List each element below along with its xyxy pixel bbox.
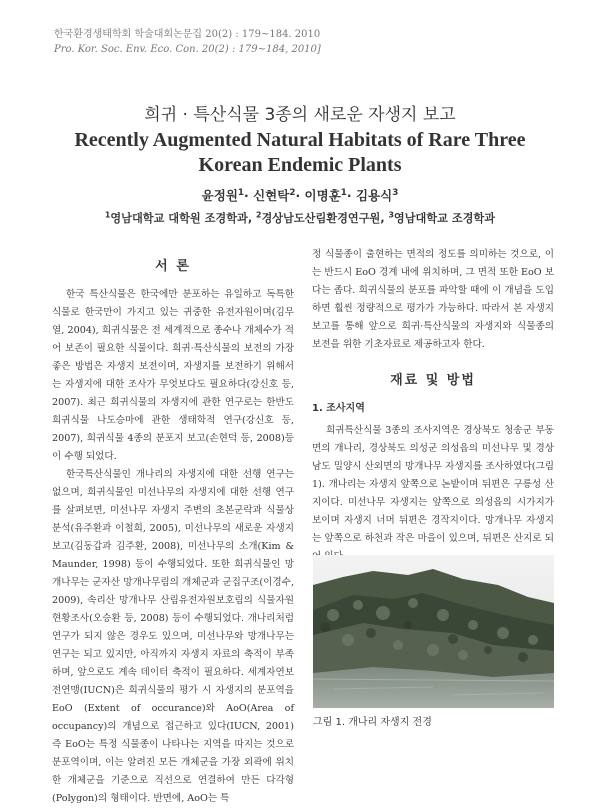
author: 이명훈$^1$ [304,187,347,203]
intro-heading: 서 론 [155,259,191,274]
title-korean: 희귀 · 특산식물 3종의 새로운 자생지 보고 [144,105,456,125]
affiliation: $^3$영남대학교 조경학과 [388,210,496,225]
journal-citation [54,27,321,57]
right-column [312,246,554,566]
journal-citation-korean: 한국환경생태학회 학술대회논문집 20(2) : 179~184. 2010 [54,29,321,40]
habitat-photo [313,555,554,708]
author: 윤정원$^1$ [201,187,244,203]
intro-paragraph-2: 한국특산식물인 개나리의 자생지에 대한 선행 연구는 없으며, 희귀식물인 미선나무의 자생지에 대한 선행 연구를 살펴보면, 미선나무 자생지 주변의 초본군락과 식물상 분석(유주환과 이철희, 2005), 미선나무의 새로운 자생지 보고(김동갑과 김주환, 2008), 미선나무의 소개(Kim & Maunder, 1998) 등이 수행되었다. 또한 희귀식물인 망개나무는 군자산 망개나무림의 개체군과 군집구조(이경수, 2009), 속리산 망개나무 산림유전자원보호림의 식물자원 현황조사(오승환 등, 2008) 등이 수행되었다. 개나리처럼 연구가 되지 않은 경우도 있으며, 미선나무와 망개나무는 연구는 되고 있지만, 아직까지 자생지 자료의 축적이 부족하며, 앞으로도 계속 데이터 축적이 필요하다. 세계자연보전연맹(IUCN)은 희귀식물의 평가 시 자생지의 분포역을 EoO (Extent of occurance)와 AoO(Area of occupancy)의 개념으로 접근하고 있다(IUCN, 2001) 즉 EoO는 특정 식물종이 나타나는 지역을 따지는 것으로 분포역이며, 이는 알려진 모든 개체군을 가장 외곽에 위치한 개체군을 기준으로 직선으로 연결하여 만든 다각형(Polygon)의 형태이다. 반면에, AoO는 특 [52,469,294,804]
title-english [0,128,600,178]
author: 김용식$^3$ [355,187,399,203]
affiliation: $^1$영남대학교 대학원 조경학과, [104,210,256,225]
journal-citation-english: Pro. Kor. Soc. Env. Eco. Con. 20(2) : 179~184, 2010] [54,44,321,55]
habitat-photo-image [313,555,554,708]
left-column [52,258,294,808]
affiliation: $^2$경상남도산림환경연구원, [255,210,389,225]
methods-subheading-study-area: 1. 조사지역 [312,403,365,414]
author: 신현탁$^2$ [253,187,296,203]
title-english-line1: Recently Augmented Natural Habitats of Rare Three [74,129,526,151]
methods-paragraph-1: 희귀특산식물 3종의 조사지역은 경상북도 청송군 부동면의 개나리, 경상북도 의성군 의성읍의 미선나무 및 경상남도 밀양시 산외면의 망개나무 자생지를 조사하였다(그림 1). 개나리는 자생지 앞쪽으로 논밭이며 뒤편은 구릉성 산지이다. 미선나무 자생지는 앞쪽으로 의성읍의 시가지가 보이며 자생지 너머 뒤편은 경작지이다. 망개나무 자생지는 앞쪽으로 하천과 작은 마을이 있으며, 뒤편은 산지로 되 [312,425,554,544]
intro-paragraph-3: 정 식물종이 출현하는 면적의 정도를 의미하는 것으로, 이는 반드시 EoO 경계 내에 위치하며, 그 면적 또한 EoO 보다는 좁다. 희귀식물의 분포를 파악할 때에 이 개념을 도입하면 훨씬 정량적으로 평가가 가능하다. 따라서 본 자생지 보고를 통해 앞으로 희귀·특산식물의 자생지와 식물종의 보전을 위한 기초자료로 제공하고자 한다. [312,249,554,350]
figure-caption: 그림 1. 개나리 자생지 전경 [313,717,432,728]
methods-heading: 재료 및 방법 [390,373,476,388]
title-english-line2: Korean Endemic Plants [198,154,402,176]
affiliation-list [0,210,600,226]
intro-paragraph-1: 한국 특산식물은 한국에만 분포하는 유일하고 독특한 식물로 한국만이 가지고 있는 귀중한 유전자원이며(김무열, 2004), 희귀식물은 전 세계적으로 종수나 개체수가 적어 보존이 필요한 식물이다. 희귀·특산식물의 보전의 가장 좋은 방법은 자생지 보전이며, 자생지를 보전하기 위해서는 자생지에 대한 조사가 무엇보다도 필요하다(강신호 등, 2007). 최근 희귀식물의 자생지에 관한 연구로는 한반도 희귀식물 나도승마에 관한 생태학적 연구(강신호 등, 2007), 희귀식물 4종의 분포지 보고(손현덕 등, 2008)등이 수행 되었다. [52,289,294,462]
author-list: 윤정원$^1$· 신현탁$^2$· 이명훈$^1$· 김용식$^3$ [201,187,399,203]
